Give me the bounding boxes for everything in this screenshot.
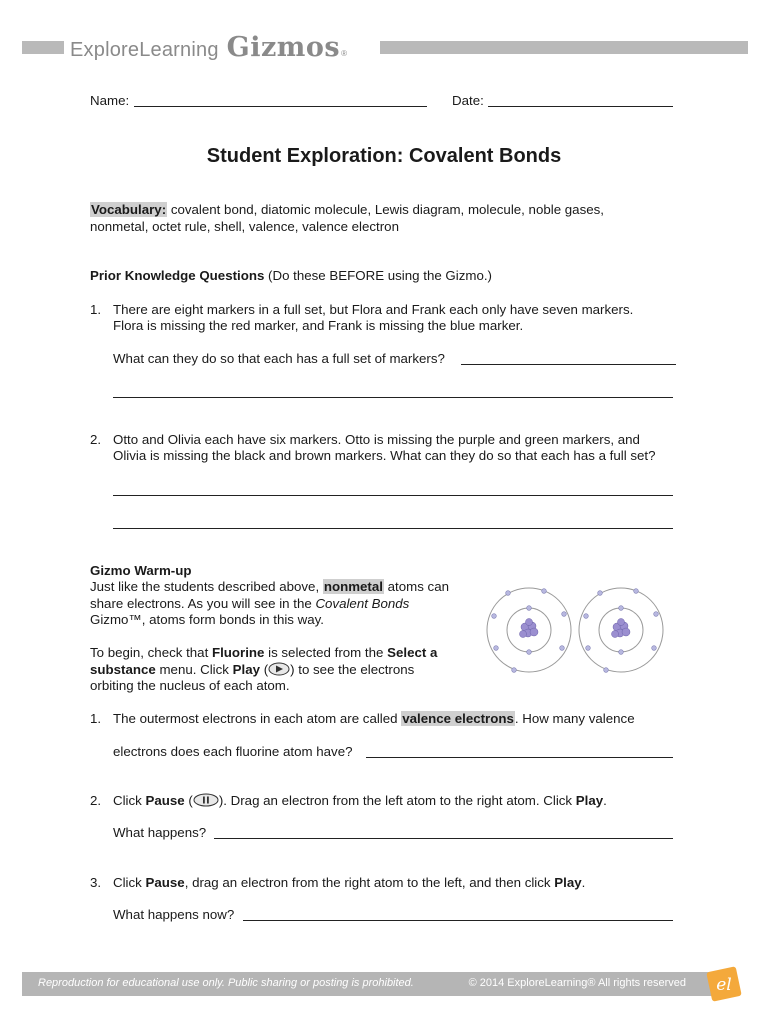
page-title: Student Exploration: Covalent Bonds — [206, 145, 562, 167]
vocabulary-line-1 — [90, 202, 604, 217]
covalent-bonds-term: Covalent Bonds — [315, 596, 410, 611]
left-nucleus — [520, 619, 539, 638]
warmup-p2-line-1 — [90, 645, 437, 660]
prior-knowledge-title: Prior Knowledge Questions — [90, 268, 265, 283]
pk-q1-answer-line-1[interactable] — [461, 364, 676, 365]
wu-q2-text-d: . — [603, 793, 607, 808]
wu-q2-text-c: ). Drag an electron from the left atom to the right atom. Click — [218, 793, 576, 808]
wu-q2-text-b: ( — [184, 793, 193, 808]
header-bar-left — [22, 41, 64, 54]
warmup-p2-text-d: ( — [260, 662, 269, 677]
prior-knowledge-note: (Do these BEFORE using the Gizmo.) — [264, 268, 492, 283]
nonmetal-term: nonmetal — [323, 579, 383, 594]
warmup-p2-text-a: To begin, check that — [90, 645, 212, 660]
warmup-p2-line-3: orbiting the nucleus of each atom. — [90, 678, 290, 693]
substance-term: substance — [90, 662, 156, 677]
play-icon — [268, 662, 290, 679]
vocabulary-terms-2: nonmetal, octet rule, shell, valence, valence electron — [90, 219, 399, 234]
play-term-2: Play — [575, 793, 604, 808]
wu-q2-text — [113, 793, 607, 810]
brand-registered-mark: ® — [341, 49, 347, 58]
page-header — [0, 28, 768, 68]
warmup-heading: Gizmo Warm-up — [90, 563, 192, 578]
brand-gizmos: Gizmos — [226, 32, 341, 63]
wu-q1-prompt: electrons does each fluorine atom have? — [113, 744, 353, 759]
pk-q2-text-1: Otto and Olivia each have six markers. Otto is missing the purple and green markers, and — [113, 432, 640, 447]
warmup-p2-text-e: ) to see the electrons — [290, 662, 415, 677]
vocabulary-label: Vocabulary: — [91, 202, 167, 217]
warmup-p1-line-3: Gizmo™, atoms form bonds in this way. — [90, 612, 325, 627]
wu-q3-prompt: What happens now? — [113, 907, 235, 922]
prior-knowledge-heading — [90, 268, 492, 283]
logo-letters: el — [716, 975, 732, 995]
electrons — [492, 589, 659, 673]
wu-q3-text — [113, 875, 585, 890]
wu-q3-text-c: . — [581, 875, 586, 890]
warmup-p1-line-2 — [90, 596, 409, 611]
pk-q1-text-2: Flora is missing the red marker, and Frank is missing the blue marker. — [113, 318, 524, 333]
page-footer — [22, 972, 728, 996]
wu-q3-answer-line[interactable] — [243, 920, 673, 921]
header-bar-right — [380, 41, 748, 54]
wu-q1-text-b: . How many valence — [514, 711, 635, 726]
pk-q2-number: 2. — [90, 432, 102, 447]
pause-term-2: Pause — [145, 875, 185, 890]
wu-q1-text-a: The outermost electrons in each atom are called — [113, 711, 402, 726]
warmup-p1-text-c: share electrons. As you will see in the — [90, 596, 316, 611]
warmup-p2-text-c: menu. Click — [155, 662, 233, 677]
pk-q1-number: 1. — [90, 302, 102, 317]
play-term-3: Play — [554, 875, 582, 890]
fluorine-atoms-figure — [484, 584, 664, 676]
wu-q3-number: 3. — [90, 875, 102, 890]
pk-q1-prompt: What can they do so that each has a full set of markers? — [113, 351, 445, 366]
brand-explorelearning: ExploreLearning — [70, 39, 219, 61]
pause-icon — [193, 793, 219, 810]
name-field[interactable] — [134, 106, 427, 107]
vocabulary-terms-1: covalent bond, diatomic molecule, Lewis diagram, molecule, noble gases, — [167, 202, 604, 217]
pause-term: Pause — [145, 793, 185, 808]
footer-reproduction-notice: Reproduction for educational use only. Public sharing or posting is prohibited. — [38, 977, 414, 989]
pk-q2-answer-line-2[interactable] — [113, 528, 673, 529]
pk-q2-answer-line-1[interactable] — [113, 495, 673, 496]
warmup-p1-text-b: atoms can — [383, 579, 449, 594]
date-field[interactable] — [488, 106, 673, 107]
wu-q2-answer-line[interactable] — [214, 838, 673, 839]
date-label: Date: — [452, 93, 484, 108]
wu-q1-text — [113, 711, 635, 726]
fluorine-term: Fluorine — [211, 645, 265, 660]
play-term: Play — [232, 662, 260, 677]
warmup-p1-line-1 — [90, 579, 449, 594]
wu-q3-text-b: , drag an electron from the right atom to the left, and then click — [184, 875, 555, 890]
warmup-p2-line-2 — [90, 662, 414, 679]
select-a-term: Select a — [387, 645, 438, 660]
valence-electrons-term: valence electrons — [402, 711, 514, 726]
warmup-p2-text-b: is selected from the — [264, 645, 388, 660]
explorelearning-logo-icon — [706, 966, 742, 1002]
footer-copyright: © 2014 ExploreLearning® All rights reserved — [468, 977, 686, 989]
name-label: Name: — [90, 93, 130, 108]
pk-q2-text-2: Olivia is missing the black and brown markers. What can they do so that each has a full set? — [113, 448, 656, 463]
pk-q1-text-1: There are eight markers in a full set, but Flora and Frank each only have seven markers. — [113, 302, 634, 317]
wu-q3-text-a: Click — [113, 875, 146, 890]
wu-q1-number: 1. — [90, 711, 102, 726]
brand-logo — [70, 32, 347, 64]
wu-q2-text-a: Click — [113, 793, 146, 808]
wu-q1-answer-line[interactable] — [366, 757, 673, 758]
wu-q2-number: 2. — [90, 793, 102, 808]
warmup-p1-text-a: Just like the students described above, — [90, 579, 323, 594]
pk-q1-answer-line-2[interactable] — [113, 397, 673, 398]
right-nucleus — [612, 619, 631, 638]
wu-q2-prompt: What happens? — [113, 825, 207, 840]
